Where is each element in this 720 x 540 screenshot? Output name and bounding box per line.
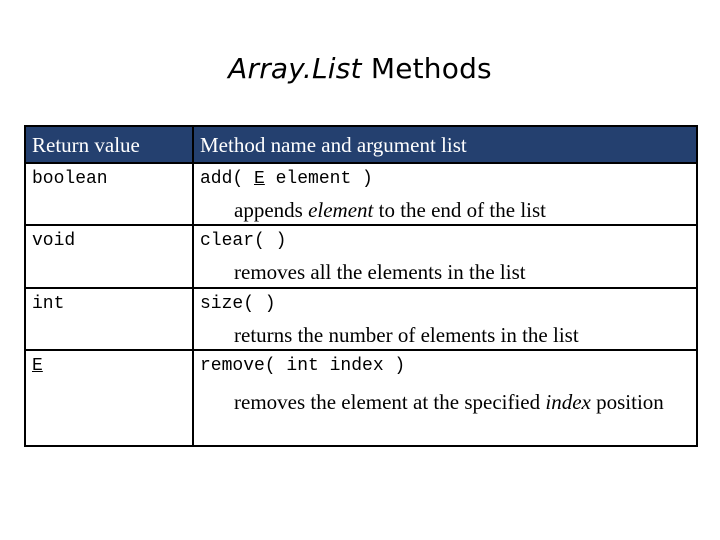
method-description: returns the number of elements in the list (234, 322, 579, 347)
desc-italic: element (308, 198, 374, 222)
desc-part: position (590, 389, 664, 414)
table-row (25, 225, 697, 287)
method-part: add( (200, 169, 255, 189)
return-type: E (32, 355, 43, 376)
method-cell (193, 225, 697, 287)
method-description (200, 197, 696, 224)
method-description (200, 388, 696, 417)
return-type: void (32, 231, 76, 252)
methods-table (24, 125, 698, 447)
header-method-name: Method name and argument list (193, 126, 697, 163)
method-cell (193, 163, 697, 225)
title-italic: Array.List (228, 52, 362, 85)
header-return-value: Return value (25, 126, 193, 163)
desc-italic: index (545, 389, 591, 414)
method-signature: clear( ) (200, 231, 287, 252)
method-description: removes all the elements in the list (234, 260, 526, 285)
table-row (25, 163, 697, 225)
return-type: boolean (32, 169, 108, 189)
table-row (25, 350, 697, 446)
return-type: int (32, 293, 65, 314)
method-part: element ) (264, 169, 373, 189)
desc-part: removes the element at the specified (234, 389, 546, 414)
method-cell (193, 288, 697, 350)
return-type-cell (25, 225, 193, 287)
method-cell (193, 350, 697, 446)
title-rest: Methods (361, 52, 492, 85)
return-type-cell (25, 350, 193, 446)
method-signature: remove( int index ) (200, 355, 406, 376)
method-type: E (254, 169, 265, 189)
header-row (25, 126, 697, 163)
return-type-cell (25, 288, 193, 350)
desc-part: to the end of the list (373, 198, 547, 222)
slide-title (0, 52, 720, 85)
table-row (25, 288, 697, 350)
desc-part: appends (234, 198, 309, 222)
method-signature: size( ) (200, 293, 276, 314)
return-type-cell (25, 163, 193, 225)
method-signature (200, 169, 696, 189)
